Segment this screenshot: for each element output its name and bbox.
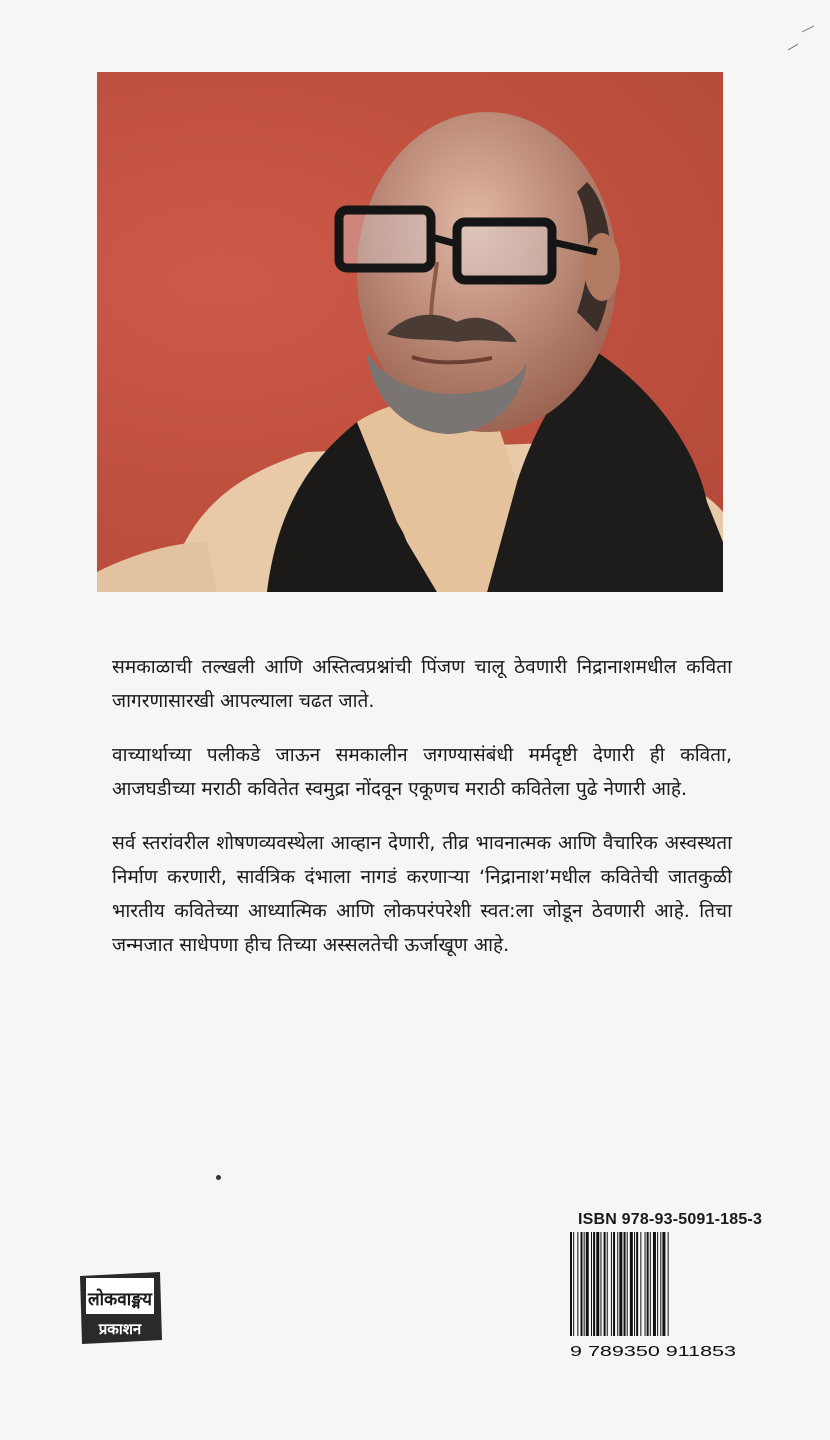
barcode-digits: 9 789350 911853 [570, 1343, 736, 1360]
barcode-bar [607, 1232, 608, 1336]
barcode-bar [640, 1232, 641, 1336]
barcode-bar [662, 1232, 665, 1336]
barcode-bar [591, 1232, 592, 1336]
barcode-bar [627, 1232, 628, 1336]
corner-scuff-mark [784, 22, 824, 62]
barcode-bar [634, 1232, 635, 1336]
barcode-bars [570, 1232, 669, 1336]
isbn-label: ISBN 978-93-5091-185-3 [578, 1211, 763, 1228]
blurb-paragraph: सर्व स्तरांवरील शोषणव्यवस्थेला आव्हान देणारी, तीव्र भावनात्मक आणि वैचारिक अस्वस्थता निर्माण करणारी, सार्वत्रिक दंभाला नागडं करणाऱ्या ‘निद्रानाश’मधील कवितेची जातकुळी भारतीय कवितेच्या आध्यात्मिक आणि लोकपरंपरेशी स्वत:ला जोडून ठेवणारी आहे. तिचा जन्मजात साधेपणा हीच तिच्या अस्सलतेची ऊर्जाखूण आहे. [112, 832, 732, 956]
barcode-bar [577, 1232, 578, 1336]
author-photo [97, 72, 723, 592]
barcode-bar [617, 1232, 618, 1336]
barcode-bar [613, 1232, 615, 1336]
barcode-bar [636, 1232, 638, 1336]
ink-speck [216, 1175, 221, 1180]
blurb-paragraph: वाच्यार्थाच्या पलीकडे जाऊन समकालीन जगण्यासंबंधी मर्मदृष्टी देणारी ही कविता, आजघडीच्या मराठी कवितेत स्वमुद्रा नोंदवून एकूणच मराठी कवितेला पुढे नेणारी आहे. [112, 744, 732, 800]
barcode-bar [593, 1232, 595, 1336]
isbn-barcode [566, 1230, 741, 1360]
barcode-bar [650, 1232, 651, 1336]
barcode-bar [600, 1232, 601, 1336]
publisher-logo-line1: लोकवाङ्मय [88, 1289, 156, 1310]
barcode-bar [624, 1232, 626, 1336]
barcode-bar [630, 1232, 633, 1336]
blurb-paragraph: समकाळाची तल्खली आणि अस्तित्वप्रश्नांची पिंजण चालू ठेवणारी निद्रानाशमधील कविता जागरणासारखी आपल्याला चढत जाते. [112, 656, 732, 712]
barcode-bar [573, 1232, 574, 1336]
barcode-bar [657, 1232, 658, 1336]
barcode-bar [586, 1232, 589, 1336]
barcode-bar [647, 1232, 649, 1336]
author-portrait-icon [97, 72, 723, 592]
barcode-bar [645, 1232, 646, 1336]
barcode-bar [604, 1232, 606, 1336]
barcode-bar [660, 1232, 661, 1336]
barcode-bar [653, 1232, 656, 1336]
barcode-bar [611, 1232, 612, 1336]
barcode-bar [584, 1232, 585, 1336]
back-cover-blurb [112, 650, 732, 982]
barcode-bar [570, 1232, 572, 1336]
barcode-bar [619, 1232, 622, 1336]
barcode-bar [581, 1232, 583, 1336]
barcode-bar [668, 1232, 669, 1336]
barcode-bar [596, 1232, 599, 1336]
publisher-logo [76, 1268, 164, 1348]
publisher-logo-line2: प्रकाशन [98, 1320, 142, 1338]
